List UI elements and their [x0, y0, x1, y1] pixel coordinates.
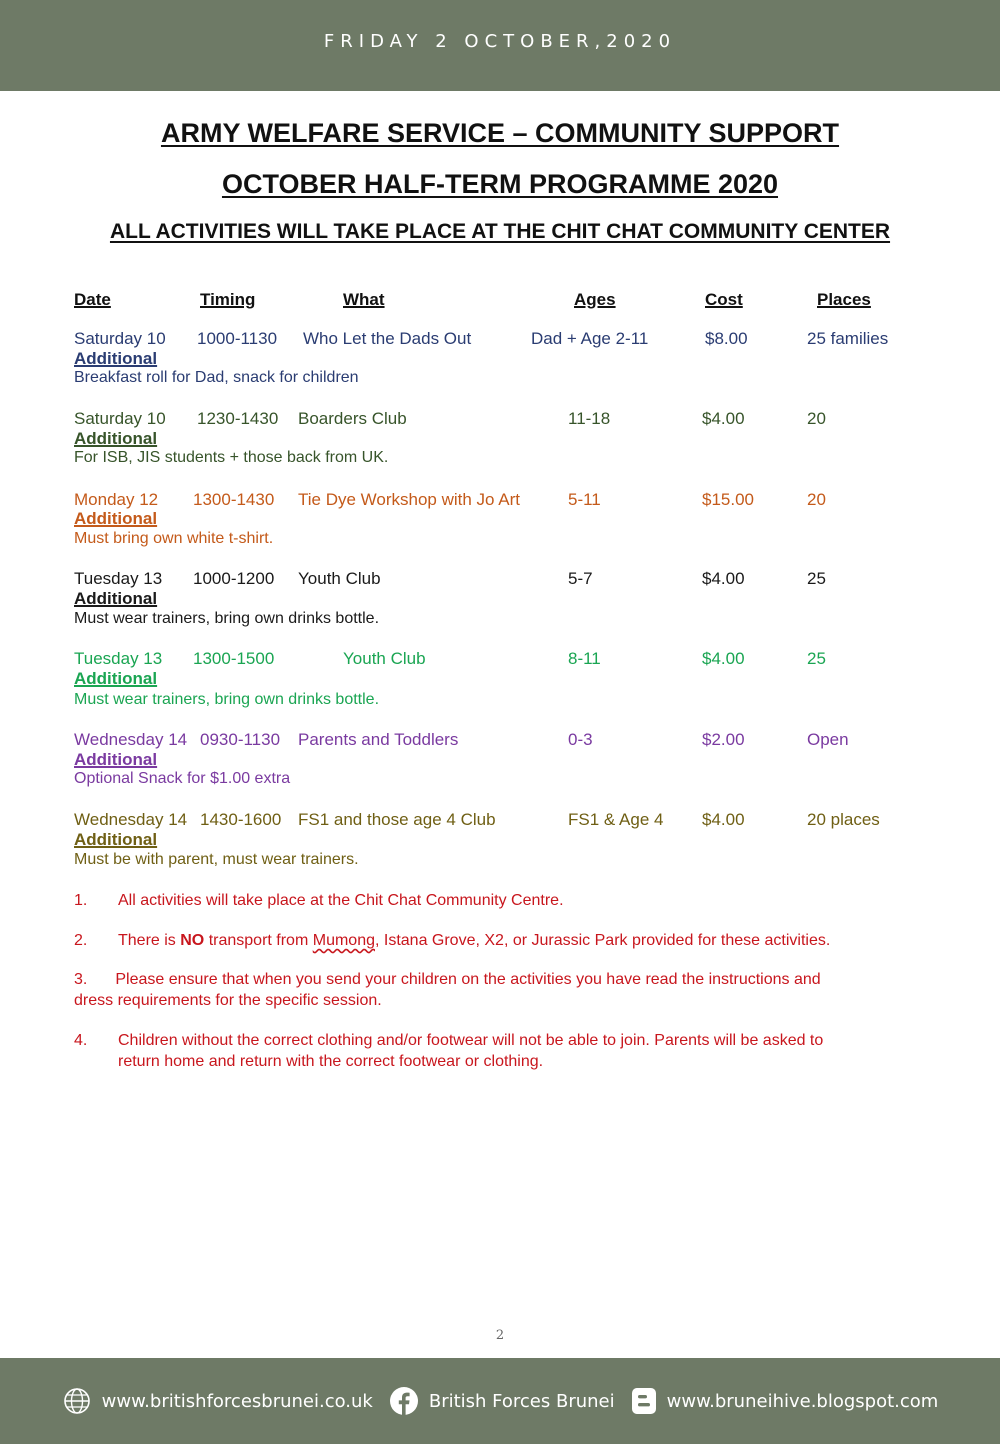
- additional-label: Additional: [74, 429, 158, 448]
- location-note: ALL ACTIVITIES WILL TAKE PLACE AT THE CHIT CHAT COMMUNITY CENTER: [109, 220, 891, 243]
- row-cost: $15.00: [702, 490, 754, 509]
- footnote-text: Please ensure that when you send your children on the activities you have read the instructions and: [115, 971, 821, 988]
- row-timing: 1000-1200: [193, 569, 275, 588]
- row-note: For ISB, JIS students + those back from UK.: [74, 449, 389, 466]
- row-cost: $4.00: [702, 810, 745, 829]
- row-places: 20: [807, 490, 826, 509]
- row-places: 25: [807, 649, 826, 668]
- footnote-text: return home and return with the correct footwear or clothing.: [118, 1053, 544, 1070]
- footnote-number: 1.: [74, 892, 88, 909]
- row-date: Tuesday 13: [74, 569, 163, 588]
- page-number: 2: [495, 1328, 505, 1343]
- row-what: Youth Club: [298, 569, 381, 588]
- row-note: Must bring own white t-shirt.: [74, 530, 274, 547]
- row-cost: $4.00: [702, 409, 745, 428]
- header-date: FRIDAY 2 OCTOBER,2020: [323, 31, 677, 52]
- column-header-timing: Timing: [200, 290, 256, 309]
- additional-label: Additional: [74, 349, 158, 368]
- row-date: Monday 12: [74, 490, 159, 509]
- row-what: Who Let the Dads Out: [303, 329, 472, 348]
- facebook-icon: [389, 1386, 419, 1416]
- footnote-number: 4.: [74, 1032, 88, 1049]
- footnote-2: [74, 930, 954, 951]
- row-date: Wednesday 14: [74, 730, 188, 749]
- footer-bar: [0, 1358, 1000, 1444]
- additional-label: Additional: [74, 509, 158, 528]
- row-note: Breakfast roll for Dad, snack for children: [74, 369, 359, 386]
- footnote-1: [74, 890, 934, 911]
- footnote-3: [74, 969, 954, 1011]
- row-ages: Dad + Age 2-11: [531, 329, 649, 348]
- row-ages: 11-18: [568, 409, 611, 428]
- additional-label: Additional: [74, 669, 158, 688]
- row-note: Must wear trainers, bring own drinks bottle.: [74, 691, 380, 708]
- row-places: 25: [807, 569, 826, 588]
- footnote-text: Children without the correct clothing and/or footwear will not be able to join. Parents will be asked to: [118, 1032, 824, 1049]
- facebook-link[interactable]: British Forces Brunei: [428, 1390, 615, 1412]
- blog-link[interactable]: www.bruneihive.blogspot.com: [666, 1390, 939, 1412]
- footnote-text: transport from: [204, 932, 313, 949]
- row-cost: $2.00: [702, 730, 745, 749]
- document-subtitle: OCTOBER HALF-TERM PROGRAMME 2020: [221, 169, 779, 199]
- website-link[interactable]: www.britishforcesbrunei.co.uk: [101, 1390, 373, 1412]
- row-cost: $4.00: [702, 569, 745, 588]
- row-places: 20 places: [807, 810, 880, 829]
- blogger-icon: [631, 1387, 657, 1415]
- row-ages: 5-11: [568, 490, 601, 509]
- footnote-text: All activities will take place at the Chit Chat Community Centre.: [118, 892, 564, 909]
- header-bar: [0, 0, 1000, 91]
- row-note: Must be with parent, must wear trainers.: [74, 851, 359, 868]
- row-timing: 1300-1430: [193, 490, 275, 509]
- row-what: FS1 and those age 4 Club: [298, 810, 496, 829]
- row-note: Must wear trainers, bring own drinks bottle.: [74, 610, 380, 627]
- row-timing: 1230-1430: [197, 409, 279, 428]
- row-what: Parents and Toddlers: [298, 730, 459, 749]
- row-timing: 1300-1500: [193, 649, 275, 668]
- row-date: Saturday 10: [74, 409, 166, 428]
- column-header-date: Date: [74, 290, 111, 309]
- footnote-text: There is: [118, 932, 181, 949]
- row-date: Saturday 10: [74, 329, 166, 348]
- footnote-text: , Istana Grove, X2, or Jurassic Park provided for these activities.: [374, 932, 831, 949]
- row-date: Wednesday 14: [74, 810, 188, 829]
- footnote-emphasis: NO: [180, 932, 205, 949]
- row-ages: 5-7: [568, 569, 593, 588]
- footnote-number: 3.: [74, 971, 88, 988]
- row-ages: 0-3: [568, 730, 593, 749]
- footnote-4: [74, 1030, 954, 1072]
- footnote-text: dress requirements for the specific session.: [74, 992, 382, 1009]
- row-what: Tie Dye Workshop with Jo Art: [298, 490, 521, 509]
- row-timing: 1430-1600: [200, 810, 282, 829]
- row-what: Boarders Club: [298, 409, 407, 428]
- row-places: 20: [807, 409, 826, 428]
- row-cost: $8.00: [705, 329, 748, 348]
- row-note: Optional Snack for $1.00 extra: [74, 770, 291, 787]
- globe-icon: [62, 1386, 92, 1416]
- row-cost: $4.00: [702, 649, 745, 668]
- additional-label: Additional: [74, 589, 158, 608]
- row-date: Tuesday 13: [74, 649, 163, 668]
- column-header-what: What: [343, 290, 385, 309]
- column-header-places: Places: [817, 290, 871, 309]
- column-header-cost: Cost: [705, 290, 743, 309]
- footnote-number: 2.: [74, 932, 88, 949]
- additional-label: Additional: [74, 830, 158, 849]
- document-title: ARMY WELFARE SERVICE – COMMUNITY SUPPORT: [160, 118, 840, 148]
- row-places: Open: [807, 730, 849, 749]
- row-places: 25 families: [807, 329, 889, 348]
- additional-label: Additional: [74, 750, 158, 769]
- row-ages: 8-11: [568, 649, 601, 668]
- row-timing: 0930-1130: [200, 730, 281, 749]
- spellcheck-underlined-word: Mumong: [312, 932, 375, 949]
- row-what: Youth Club: [343, 649, 426, 668]
- column-header-ages: Ages: [574, 290, 616, 309]
- row-timing: 1000-1130: [197, 329, 278, 348]
- row-ages: FS1 & Age 4: [568, 810, 664, 829]
